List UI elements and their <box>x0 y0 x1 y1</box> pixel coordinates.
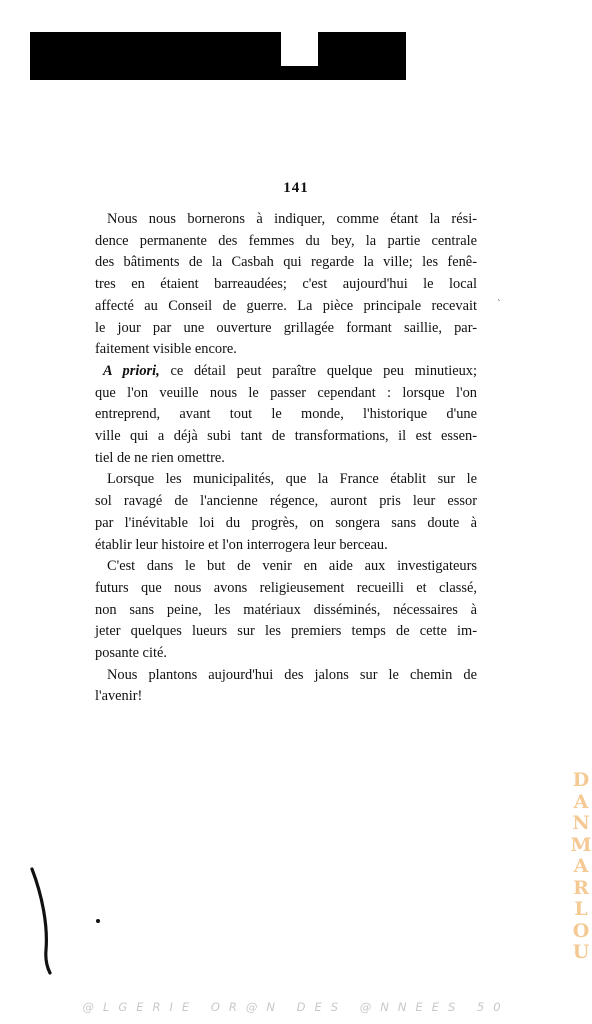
text-line: des bâtiments de la Casbah qui regarde la ville; les fenê- <box>95 254 477 271</box>
text-line: affecté au Conseil de guerre. La pièce principale recevait <box>95 297 477 314</box>
text-line: établir leur histoire et l'on interrogera leur berceau. <box>95 536 388 553</box>
text-line: tiel de ne rien omettre. <box>95 449 225 466</box>
scan-bracket-mark <box>26 865 56 977</box>
body-text <box>95 209 477 708</box>
text-line: posante cité. <box>95 645 167 662</box>
text-line: ville qui a déjà subi tant de transformations, il est essen- <box>95 428 477 445</box>
paragraph-4 <box>95 556 477 665</box>
scan-dot <box>96 919 100 923</box>
watermark-letter: A <box>573 790 589 813</box>
watermark-letter: O <box>572 919 590 942</box>
text-line: sol ravagé de l'ancienne régence, auront pris leur essor <box>95 493 477 510</box>
watermark-letter: D <box>572 769 590 791</box>
text-line: C'est dans le but de venir en aide aux investigateurs <box>107 558 477 575</box>
italic-lead: A priori, <box>103 362 160 379</box>
text-line <box>95 361 477 383</box>
text-line: l'avenir! <box>95 688 143 705</box>
scan-speck: ˋ <box>497 300 502 310</box>
paragraph-5 <box>95 665 477 708</box>
text-line: Nous plantons aujourd'hui des jalons sur le chemin de <box>107 666 477 683</box>
watermark-letter: L <box>574 898 588 920</box>
watermark-vertical <box>566 770 592 964</box>
text-line: par l'inévitable loi du progrès, on songera sans doute à <box>95 514 477 531</box>
text-line: entreprend, avant tout le monde, l'historique d'une <box>95 406 477 423</box>
redaction-bar <box>30 32 406 80</box>
watermark-letter: A <box>573 855 589 877</box>
watermark-letter: R <box>573 876 589 899</box>
text-line: que l'on veuille nous le passer cependant : lorsque l'on <box>95 384 477 401</box>
redaction-notch <box>281 32 318 66</box>
watermark-footer: @LGERIE OR@N DES @NNEES 50 <box>82 1000 510 1014</box>
paragraph-2 <box>95 361 477 470</box>
watermark-letter: N <box>572 812 590 834</box>
watermark-letter: U <box>572 941 590 963</box>
text-line: tres en étaient barreaudées; c'est aujourd'hui le local <box>95 276 477 293</box>
text-line: le jour par une ouverture grillagée formant saillie, par- <box>95 319 477 336</box>
text-line: jeter quelques lueurs sur les premiers temps de cette im- <box>95 623 477 640</box>
watermark-letter: M <box>570 833 592 856</box>
text-line: dence permanente des femmes du bey, la partie centrale <box>95 232 477 249</box>
page-number: 141 <box>283 180 309 196</box>
text-fragment: ce détail peut paraître quelque peu minutieux; <box>159 362 478 379</box>
text-line: Nous nous bornerons à indiquer, comme étant la rési- <box>107 211 477 227</box>
paragraph-3 <box>95 469 477 556</box>
paragraph-1 <box>95 209 477 361</box>
text-line: faitement visible encore. <box>95 341 237 358</box>
text-line: Lorsque les municipalités, que la France établit sur le <box>107 471 477 488</box>
text-line: non sans peine, les matériaux disséminés, nécessaires à <box>95 601 477 618</box>
text-line: futurs que nous avons religieusement recueilli et classé, <box>95 579 477 596</box>
